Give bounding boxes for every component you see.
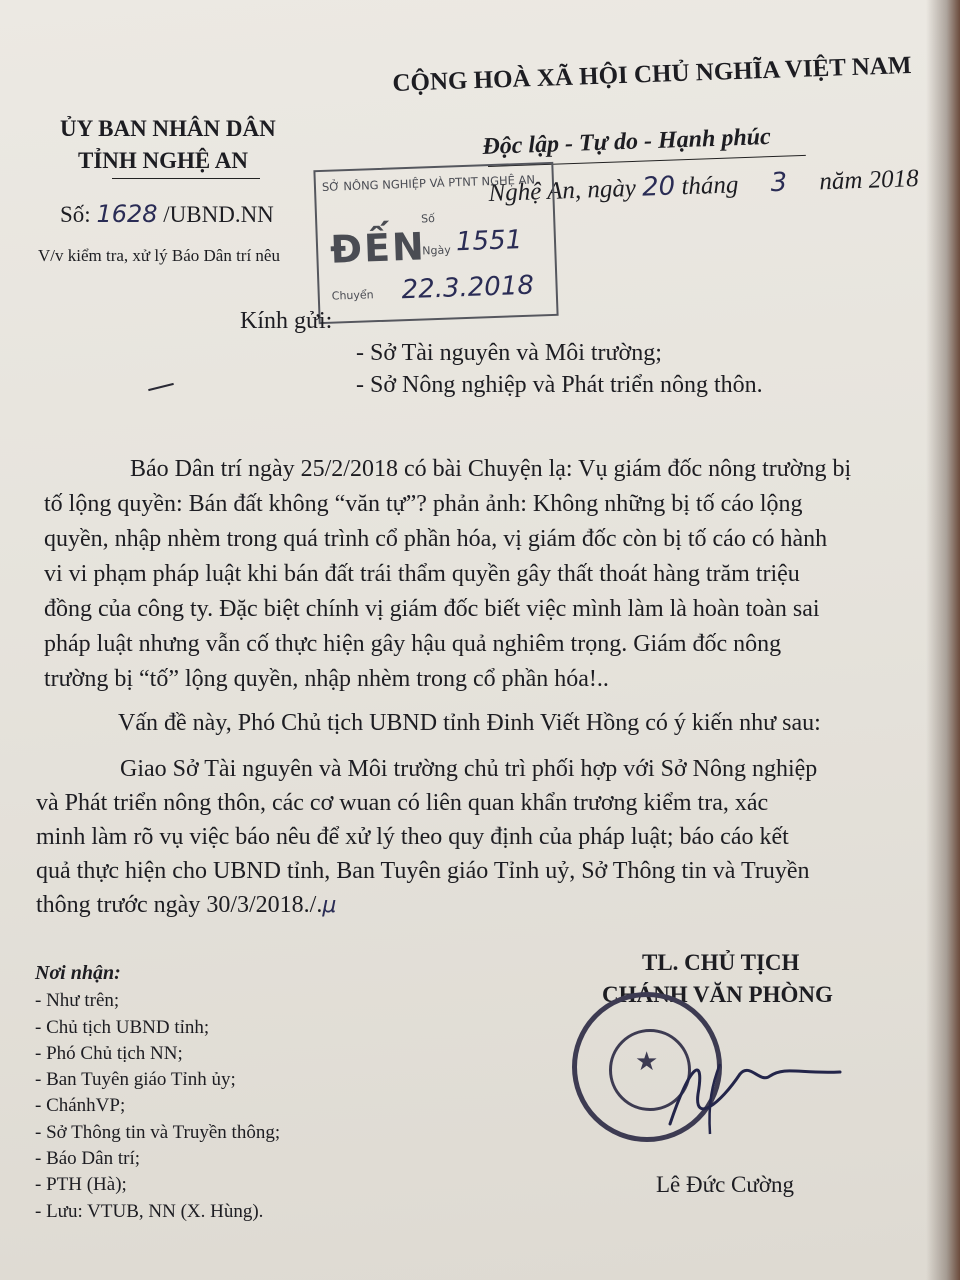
body-paragraph-1: [44, 452, 851, 697]
recipient-item: - PTH (Hà);: [35, 1174, 127, 1196]
p3-last-line: thông trước ngày 30/3/2018./.: [36, 892, 323, 918]
signature-title-2: CHÁNH VĂN PHÒNG: [602, 982, 833, 1007]
p1-line: tố lộng quyền: Bán đất không “văn tự”? phản ảnh: Không những bị tố cáo lộng: [44, 491, 803, 517]
stamp-chuyen-label: Chuyển: [331, 288, 374, 303]
recipient-item: - Lưu: VTUB, NN (X. Hùng).: [35, 1200, 264, 1222]
body-paragraph-2: Vấn đề này, Phó Chủ tịch UBND tỉnh Đinh Viết Hồng có ý kiến như sau:: [118, 710, 821, 736]
doc-number-handwritten: 1628: [96, 200, 158, 228]
recipient-item: - Ban Tuyên giáo Tỉnh ủy;: [35, 1069, 236, 1091]
p3-line: quả thực hiện cho UBND tỉnh, Ban Tuyên giáo Tỉnh uỷ, Sở Thông tin và Truyền: [36, 858, 810, 884]
p1-line: trường bị “tố” lộng quyền, nhập nhèm trong cổ phần hóa!..: [44, 666, 609, 692]
salutation: Kính gửi:: [240, 308, 333, 334]
doc-number-prefix: Số:: [60, 202, 91, 227]
page-edge-shadow: [926, 0, 960, 1280]
addressee-2: - Sở Nông nghiệp và Phát triển nông thôn.: [356, 372, 763, 398]
date-month-label: tháng: [680, 171, 739, 201]
p3-line: Giao Sở Tài nguyên và Môi trường chủ trì phối hợp với Sở Nông nghiệp: [120, 756, 818, 782]
p3-line: minh làm rõ vụ việc báo nêu để xử lý theo quy định của pháp luật; báo cáo kết: [36, 824, 789, 850]
p1-line: quyền, nhập nhèm trong quá trình cổ phần hóa, vị giám đốc còn bị tố cáo có hành: [44, 526, 828, 552]
recipient-item: - Sở Thông tin và Truyền thông;: [35, 1121, 281, 1143]
subject-line: V/v kiểm tra, xử lý Báo Dân trí nêu: [38, 246, 280, 265]
stamp-number: 1551: [455, 225, 523, 258]
signature-title-1: TL. CHỦ TỊCH: [642, 950, 800, 975]
stamp-den: ĐẾN: [329, 224, 427, 272]
stamp-so-label: Số: [420, 212, 436, 226]
issuer-line1: ỦY BAN NHÂN DÂN: [60, 116, 276, 141]
body-paragraph-3: [36, 752, 817, 923]
recipients-block: [35, 960, 280, 1225]
recipient-item: - Báo Dân trí;: [35, 1148, 141, 1170]
date-month: 3: [770, 167, 788, 199]
nation-line2: Độc lập - Tự do - Hạnh phúc: [482, 123, 772, 160]
recipient-item: - Chủ tịch UBND tỉnh;: [35, 1016, 210, 1038]
stamp-ngay-label: Ngày: [422, 243, 451, 258]
received-stamp: [313, 162, 558, 324]
signer-name: Lê Đức Cường: [656, 1172, 795, 1197]
stamp-date: 22.3.2018: [401, 270, 535, 306]
p1-line: đồng của công ty. Đặc biệt chính vị giám đốc biết việc mình làm là hoàn toàn sai: [44, 596, 820, 622]
issuer-line2: TỈNH NGHỆ AN: [78, 148, 248, 173]
addressee-1: - Sở Tài nguyên và Môi trường;: [356, 340, 662, 366]
nation-line1: CỘNG HOÀ XÃ HỘI CHỦ NGHĨA VIỆT NAM: [392, 51, 912, 97]
recipients-title: Nơi nhận:: [35, 962, 121, 984]
pen-mark: [148, 383, 174, 391]
date-year: năm 2018: [818, 164, 920, 196]
doc-number: [60, 200, 274, 228]
place-date-place: Nghệ An, ngày: [488, 174, 637, 207]
p1-line: Báo Dân trí ngày 25/2/2018 có bài Chuyện lạ: Vụ giám đốc nông trường bị: [130, 456, 852, 482]
doc-number-suffix: /UBND.NN: [163, 202, 274, 227]
issuer-underline: [112, 178, 260, 179]
recipient-item: - Phó Chủ tịch NN;: [35, 1042, 183, 1064]
recipient-item: - Như trên;: [35, 990, 120, 1012]
seal-star-icon: ★: [635, 1047, 659, 1076]
stamp-org: SỞ NÔNG NGHIỆP VÀ PTNT NGHỆ AN: [321, 172, 536, 194]
initial-mark: μ: [322, 893, 337, 918]
date-day: 20: [641, 171, 676, 203]
p1-line: vi vi phạm pháp luật khi bán đất trái thẩm quyền gây thất thoát hàng trăm triệu: [44, 561, 800, 587]
p3-line: [36, 888, 817, 923]
p1-line: pháp luật nhưng vẫn cố thực hiện gây hậu quả nghiêm trọng. Giám đốc nông: [44, 631, 782, 657]
p3-line: và Phát triển nông thôn, các cơ wuan có liên quan khẩn trương kiểm tra, xác: [36, 790, 769, 816]
signature-scribble-icon: [650, 1044, 850, 1144]
recipient-item: - ChánhVP;: [35, 1095, 126, 1117]
